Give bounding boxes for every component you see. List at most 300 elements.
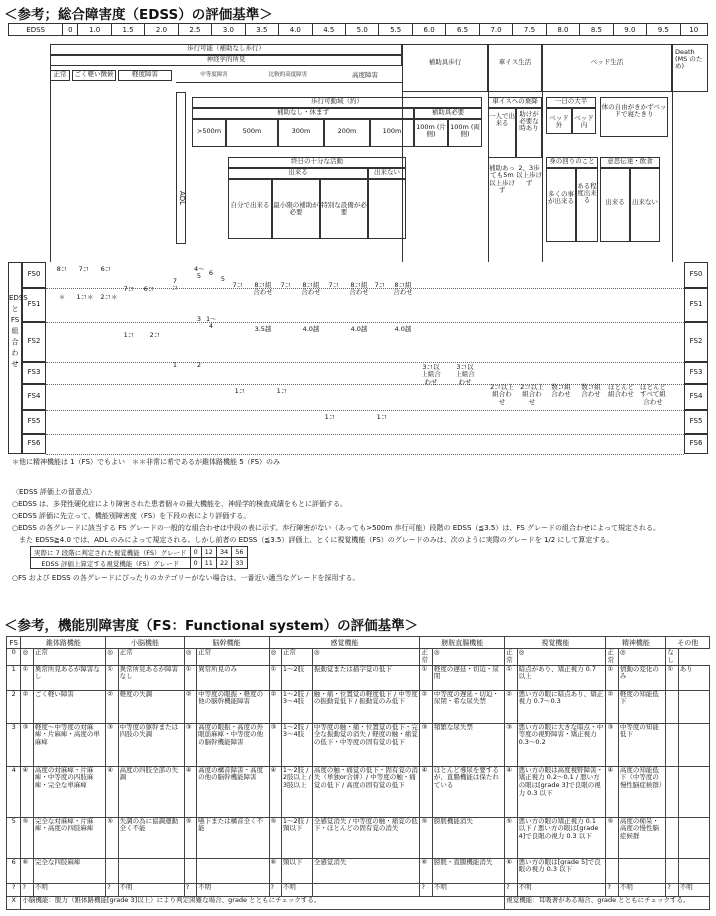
fs-cell: ② <box>21 690 33 723</box>
fs-cell: ? <box>21 883 33 896</box>
fs-cell: 悪い方の眼に大きな暗点・中等度の視野障害・矯正視力 0.3〜0.2 <box>517 723 606 766</box>
fs-table-row <box>7 817 710 858</box>
fs1-c1s: 1コ＊ <box>76 293 94 301</box>
fs-row-label-right: FS3 <box>684 362 708 384</box>
some-can: ある程度出来る <box>576 168 598 242</box>
fs-row-label-left: FS2 <box>22 322 46 362</box>
fs0-c6: 6コ <box>100 265 112 273</box>
fs-header: FS <box>7 637 21 649</box>
fs-cell: 高度の眼振・高度の外眼筋麻痺・中等度の他の脳幹機能障害 <box>197 723 269 766</box>
fs-cell: 嚥下または構音全く不能 <box>197 817 269 858</box>
fs-cell <box>666 766 678 817</box>
cannot-go-out: 出来ない <box>368 168 406 179</box>
s40-a: 4.0越 <box>302 325 320 333</box>
fs-cell: 悪い方の眼は[grade 5]で良眼の視力 0.3 以下 <box>517 858 606 883</box>
v2: 2 <box>196 361 202 369</box>
fs-cell: 悪い方の眼の矯正視力 0.1 以下 / 悪い方の眼は[grade 4]で良眼の視力 0.3 以下 <box>517 817 606 858</box>
fs-table-row <box>7 649 710 666</box>
fs-cell <box>666 723 678 766</box>
edss-cell: 1.0 <box>78 24 111 36</box>
fs-cell: ? <box>269 883 281 896</box>
wheelchair-header: 車イス生活 <box>488 44 542 92</box>
dist-500: 500m <box>226 119 278 147</box>
fs-cell: ④ <box>606 766 618 817</box>
communication-header: 意思伝達・飲食 <box>600 157 660 168</box>
ge3-a: 3コ以上組合わせ <box>421 363 441 386</box>
minimal-label: ごく軽い徴候 <box>72 70 116 81</box>
fs-cell: ? <box>666 883 678 896</box>
fs-table-row <box>7 723 710 766</box>
notes-title: 〈EDSS 評価上の留意点〉 <box>12 488 96 496</box>
fs-cell: 不明 <box>618 883 666 896</box>
fs-cell: ⑤ <box>505 817 517 858</box>
edss-fs-side-label: EDSSとFS組合わせ <box>8 262 22 454</box>
fs-cell: 1〜2肢 <box>281 665 312 690</box>
dist-300: 300m <box>278 119 324 147</box>
fs-cell: ⑤ <box>21 817 33 858</box>
fs2-c2: 2コ <box>149 331 161 339</box>
walk-range-header: 歩行可動域（約） <box>192 97 482 108</box>
fs-cell: 正常 <box>197 649 269 666</box>
fs-cell: 正常 <box>606 649 618 666</box>
one-day-header: 一日の大半 <box>546 97 596 108</box>
fs-cell: ◎ <box>517 649 606 666</box>
fs-cell <box>312 883 420 896</box>
fs-cell: 中等度の知能低下 <box>618 723 666 766</box>
fs-cell: ① <box>606 665 618 690</box>
edss-cell: 6.5 <box>446 24 479 36</box>
fs-cell: ⑤ <box>420 817 432 858</box>
v14: 1〜4 <box>206 315 217 331</box>
fs-cell: ◎ <box>184 649 196 666</box>
many-can: 多くの事が出来る <box>546 168 576 242</box>
fs-cell: 異常所見あるが障害なし <box>33 665 105 690</box>
combo-d: 8コ組合わせ <box>393 281 413 297</box>
fs-cell: ③ <box>184 723 196 766</box>
footnote: ＊他に精神機能は 1（FS）でもよい ＊＊非常に希であるが錐体路機能 5（FS）のみ <box>12 458 281 466</box>
fs-cell: ⑥ <box>21 858 33 883</box>
fs-cell: ③ <box>505 723 517 766</box>
fs-cell: 6 <box>7 858 21 883</box>
fs-cell: 3 <box>7 723 21 766</box>
fs-cell: ② <box>606 690 618 723</box>
fs-row-label-right: FS5 <box>684 410 708 434</box>
fs-cell: 不明 <box>197 883 269 896</box>
edss-cell: EDSS <box>9 24 63 36</box>
needs-help: 助けが必要な時あり <box>516 108 542 158</box>
edss-cell: 8.0 <box>546 24 579 36</box>
fs-row-label-right: FS0 <box>684 262 708 288</box>
fs-cell: ◎ <box>312 649 420 666</box>
fs-cell: ⑤ <box>184 817 196 858</box>
fs-cell <box>678 766 709 817</box>
fs-header: 視覚機能 <box>505 637 606 649</box>
fs-table-row <box>7 883 710 896</box>
fs-table-row <box>7 665 710 690</box>
edss-cell: 9.5 <box>647 24 680 36</box>
fs-cell <box>678 817 709 858</box>
fs-cell: ④ <box>420 766 432 817</box>
fs-header: 精神機能 <box>606 637 666 649</box>
fs-cell: ◎ <box>432 649 504 666</box>
cannot-box <box>368 179 406 239</box>
note-item: ○EDSS は、多発性硬化症により障害された患者個々の最大機能を、神経学的検査成績をもとに評価する。 <box>12 500 348 508</box>
self-care-header: 身の回りのこと <box>546 157 598 168</box>
needs-aid-header: 補助具必要 <box>414 108 482 119</box>
fs-cell: 正常 <box>505 649 517 666</box>
fs-cell: 高度の構音障害・高度の他の脳幹機能障害 <box>197 766 269 817</box>
fs-cell: 全感覚消失 / 中等度の触・痛覚の低下・ほとんどの固有覚の消失 <box>312 817 420 858</box>
note-item: ○EDSS の各グレードに該当する FS グレードの一般的な組合わせは中段の表に示す。歩行障害がない（あっても>500m 歩行可能）段階の EDSS（≦3.5）は、FS グレードの組合わせによって規定される。 <box>12 524 660 532</box>
dist-100-both: 100m (両側) <box>448 119 482 147</box>
edss-cell: 2.0 <box>145 24 178 36</box>
fs-cell: 悪い方の眼に暗点あり、矯正視力 0.7〜0.3 <box>517 690 606 723</box>
edss-cell: 5.5 <box>379 24 412 36</box>
fs-cell: 軽度〜中等度の対麻痺・片麻痺・高度の単麻痺 <box>33 723 105 766</box>
edss-cell: 10 <box>680 24 707 36</box>
fs-cell: 高度の対麻痺・片麻痺・中等度の四肢麻痺・完全な単麻痺 <box>33 766 105 817</box>
fs-cell: ⑤ <box>269 817 281 858</box>
fs-cell: ② <box>505 690 517 723</box>
s40-b: 4.0越 <box>350 325 368 333</box>
notes-list <box>12 498 712 546</box>
fs-cell: 正常 <box>33 649 105 666</box>
ref-row2-label: EDSS 評価上算定する視覚機能（FS）グレード <box>31 558 191 569</box>
fs-cell: 1 <box>7 665 21 690</box>
fs-cell: 1〜2肢 / 頸以下 <box>281 817 312 858</box>
fs0-c7b: 7コ <box>123 285 135 293</box>
dist-200: 200m <box>324 119 370 147</box>
fs-footer-row <box>7 896 710 909</box>
fs-cell: ⑥ <box>269 858 281 883</box>
c7-b: 7コ <box>280 281 292 289</box>
wc-5m: 補助あっても5m以上歩けず <box>489 164 515 195</box>
fs-cell: 1〜2肢 / 3〜4肢 <box>281 690 312 723</box>
edss-title: ＜参考；総合障害度（EDSS）の評価基準＞ <box>4 7 273 23</box>
fs-cell: 中等度の触・痛・位置覚の低下・完全な振動覚の消失 / 軽度の触・痛覚の低下・中等度の固有覚の低下 <box>312 723 420 766</box>
ref-row1-label: 実際に 7 段階に判定された視覚機能（FS）グレード <box>31 547 191 558</box>
special-help: 特別な設備が必要 <box>320 179 368 239</box>
fs-cell: ? <box>420 883 432 896</box>
fs-cell: ⑤ <box>606 817 618 858</box>
bed-header: ベッド生活 <box>542 44 672 92</box>
neuro-findings-header: 神経学的所見 <box>50 55 402 66</box>
note-item: ○EDSS 評価に先立って、機能別障害度（FS）を下段の表により評価する。 <box>12 512 251 520</box>
edss-scale-row <box>8 23 708 36</box>
fs-cell: 軽度の知能低下 <box>618 690 666 723</box>
fs-cell: 失調の為に協調運動全く不能 <box>118 817 184 858</box>
ge2-a: 2コ以上組合わせ <box>490 383 514 406</box>
fs-footer-x: X <box>7 896 21 909</box>
v3: 3 <box>196 315 202 323</box>
fs-cell: ③ <box>106 723 118 766</box>
normal-label: 正常 <box>50 70 70 81</box>
fs-cell: ④ <box>21 766 33 817</box>
fs0-c7: 7コ <box>78 265 90 273</box>
severe-label: 高度障害 <box>352 71 378 79</box>
fs-row-label-left: FS6 <box>22 434 46 454</box>
several-b: 数コ組合わせ <box>581 383 601 399</box>
fs5-c1b: 1コ <box>376 413 388 421</box>
fs-cell: ③ <box>21 723 33 766</box>
fs-cell <box>678 723 709 766</box>
edss-cell: 5.0 <box>345 24 378 36</box>
fs4-c1: 1コ <box>234 387 246 395</box>
wc-transfer-header: 車イスへの乗降 <box>488 97 542 108</box>
fs-footer-right: 視覚機能：耳吸著がある場合、grade とともにチェックする。 <box>505 896 710 909</box>
fs-cell: 5 <box>7 817 21 858</box>
fs-cell: あり <box>678 665 709 690</box>
v1: 1 <box>172 361 178 369</box>
fs-cell: 中等度の遅延・切迫・尿閉・希な尿失禁 <box>432 690 504 723</box>
fs-cell <box>666 817 678 858</box>
fs-row-label-right: FS2 <box>684 322 708 362</box>
fs-cell: 1〜2肢 / 3〜4肢 <box>281 723 312 766</box>
fs-cell: 悪い方の眼は高度視野障害・矯正視力 0.2〜0.1 / 悪い方の眼は[grade 3]で良眼の視力 0.3 以下 <box>517 766 606 817</box>
fs-cell: 頻繁な尿失禁 <box>432 723 504 766</box>
fs-cell <box>118 858 184 883</box>
s40-c: 4.0越 <box>394 325 412 333</box>
fs2-c1: 1コ <box>123 331 135 339</box>
edss-cell: 7.5 <box>513 24 546 36</box>
fs-cell: 触・痛・位置覚の軽度低下 / 中等度の振動覚低下 / 振動覚のみ低下 <box>312 690 420 723</box>
comm-can: 出来る <box>600 168 630 242</box>
fs-cell <box>606 858 618 883</box>
fs-cell: 軽度の失調 <box>118 690 184 723</box>
fs-row-label-left: FS0 <box>22 262 46 288</box>
fs-cell: ◎ <box>106 649 118 666</box>
fs-cell: 不明 <box>118 883 184 896</box>
fs-cell: ? <box>505 883 517 896</box>
self-can: 自分で出来る <box>228 179 272 239</box>
fs-cell: 中等度の躯幹または四肢の失調 <box>118 723 184 766</box>
fs-table-row <box>7 766 710 817</box>
edss-cell: 6.0 <box>412 24 445 36</box>
fs-cell: ② <box>269 690 281 723</box>
moderate-label: 中等度障害 <box>200 72 228 78</box>
fs-cell: ② <box>420 690 432 723</box>
v6: 6 <box>208 269 214 277</box>
fs-cell: 頸以下 <box>281 858 312 883</box>
assisted-header: 補助具歩行 <box>402 44 488 92</box>
edss-cell: 1.5 <box>111 24 144 36</box>
fs-cell: ① <box>106 665 118 690</box>
fs-cell: 不明 <box>678 883 709 896</box>
fs-cell: ① <box>269 665 281 690</box>
fs-cell: ① <box>21 665 33 690</box>
relatively-severe-label: 比較的高度障害 <box>268 72 308 78</box>
fs-cell: 振動覚または描字覚の低下 <box>312 665 420 690</box>
notes-last: ○FS および EDSS の各グレードにぴったりのカテゴリーがない場合は、一番近い適当なグレードを採用する。 <box>12 574 360 582</box>
combo-c: 8コ組合わせ <box>349 281 369 297</box>
mostly: ほとんど組合わせ <box>608 383 634 399</box>
fs-header: 膀胱直腸機能 <box>420 637 505 649</box>
out-of-bed: ベッド外 <box>546 108 572 134</box>
fs-cell: なし <box>666 649 678 666</box>
fs-cell: 高度の触・痛覚の低下・固有覚の消失（単独or合併）/ 中等度の触・痛覚の低下 / 高度の固有覚の低下 <box>312 766 420 817</box>
fs-cell: 異常所見のみ <box>197 665 269 690</box>
dist-100: 100m <box>370 119 414 147</box>
ge2-b: 2コ以上組合わせ <box>520 383 544 406</box>
fs-header: 脳幹機能 <box>184 637 269 649</box>
fs-cell <box>666 690 678 723</box>
fs-cell: ① <box>420 665 432 690</box>
fs-cell <box>197 858 269 883</box>
fs-cell: ④ <box>505 766 517 817</box>
v45: 4〜5 <box>194 265 205 281</box>
fs-cell: 完全な対麻痺・片麻痺・高度の四肢麻痺 <box>33 817 105 858</box>
fs-cell: ◎ <box>269 649 281 666</box>
fs-row-label-right: FS1 <box>684 288 708 322</box>
fs-cell: 完全な四肢麻痺 <box>33 858 105 883</box>
fs-cell: 膀胱・直腸機能消失 <box>432 858 504 883</box>
fs-row-label-right: FS4 <box>684 384 708 410</box>
fs-cell: 0 <box>7 649 21 666</box>
fs1-star: ＊ <box>58 293 66 301</box>
fs-cell: ◎ <box>21 649 33 666</box>
fs-table <box>6 636 710 910</box>
walkable-header: 歩行可能（補助なし歩行） <box>50 44 402 55</box>
fs-cell <box>666 858 678 883</box>
fs-cell: ⑤ <box>106 817 118 858</box>
fs0-c8: 8コ <box>56 265 68 273</box>
mostly-all: ほとんどすべて組合わせ <box>640 383 666 406</box>
adl-label: ADL <box>176 92 186 244</box>
fs-cell: ④ <box>269 766 281 817</box>
bedridden: 体の自由がきかずベッドで寝たきり <box>600 97 668 137</box>
v7: 7コ <box>171 277 179 293</box>
death-header: Death (MS のため) <box>672 44 708 92</box>
fs-cell: 1〜2肢 / 2肢以上 / 3肢以上 <box>281 766 312 817</box>
fs-cell: ③ <box>269 723 281 766</box>
fs-cell: 正常 <box>281 649 312 666</box>
fs-cell: ごく軽い障害 <box>33 690 105 723</box>
fs-header: その他 <box>666 637 710 649</box>
fs-cell <box>106 858 118 883</box>
edss-cell: 9.0 <box>613 24 646 36</box>
fs-row-label-left: FS4 <box>22 384 46 410</box>
v5: 5 <box>220 275 226 283</box>
fs-cell: ② <box>184 690 196 723</box>
comm-cannot: 出来ない <box>630 168 660 242</box>
edss-cell: 4.0 <box>279 24 312 36</box>
fs-cell: ⑥ <box>505 858 517 883</box>
fs-cell: 4 <box>7 766 21 817</box>
no-aid-header: 補助なし・休まず <box>192 108 414 119</box>
fs-cell: 高度の四肢全部の失調 <box>118 766 184 817</box>
fs-row-label-left: FS1 <box>22 288 46 322</box>
fs-cell: ③ <box>420 723 432 766</box>
in-bed: ベッド内 <box>572 108 596 134</box>
wc-23: 2、3歩以上歩けず <box>516 164 542 187</box>
c7-c: 7コ <box>328 281 340 289</box>
fs0-c6b: 6コ <box>143 285 155 293</box>
fs-cell <box>618 858 666 883</box>
fs-cell: 不明 <box>517 883 606 896</box>
fs-header: 小脳機能 <box>106 637 185 649</box>
fs-cell: 不明 <box>432 883 504 896</box>
edss-cell: 7.0 <box>479 24 512 36</box>
c7-a: 7コ <box>232 281 244 289</box>
edss-cell: 4.5 <box>312 24 345 36</box>
fs-cell: 軽度の遅延・切迫・尿閉 <box>432 665 504 690</box>
fs-cell: 中等度の眼振・軽度の他の脳幹機能障害 <box>197 690 269 723</box>
edss-cell: 8.5 <box>580 24 613 36</box>
dist-500plus: >500m <box>192 119 226 147</box>
can-go-out: 出来る <box>228 168 368 179</box>
fs4-c1b: 1コ <box>276 387 288 395</box>
fs-cell <box>678 690 709 723</box>
fs-row-label-right: FS6 <box>684 434 708 454</box>
fs-header: 錐体路機能 <box>21 637 106 649</box>
fs-cell: 正常 <box>118 649 184 666</box>
fs-cell: ① <box>666 665 678 690</box>
fs-cell: ? <box>184 883 196 896</box>
edss-cell: 2.5 <box>178 24 211 36</box>
dist-100-one: 100m (片側) <box>414 119 448 147</box>
fs-cell: ① <box>184 665 196 690</box>
combo-a: 8コ組合わせ <box>253 281 273 297</box>
edss-cell: 0 <box>63 24 78 36</box>
fs-cell: 2 <box>7 690 21 723</box>
fs-cell: ④ <box>106 766 118 817</box>
fs-header: 感覚機能 <box>269 637 420 649</box>
fs-cell: 暗点があり、矯正視力 0.7 以上 <box>517 665 606 690</box>
fs-cell: ? <box>606 883 618 896</box>
fs-cell: ⑥ <box>420 858 432 883</box>
edss-cell: 3.5 <box>245 24 278 36</box>
fs5-c1: 1コ <box>324 413 336 421</box>
fs-cell: 高度の痴呆・高度の慢性脳症候群 <box>618 817 666 858</box>
note-item: また EDSS≧4.0 では、ADL のみによって規定される。しかし前者の EDSS（≦3.5）評価上、とくに視覚機能（FS）のグレードのみは、次のように実際のグレードを 1/2 にして算定する。 <box>12 536 614 544</box>
fs-cell: 正常 <box>420 649 432 666</box>
fs-cell: ② <box>106 690 118 723</box>
fs-footer-left: 小脳機能：脱力（錐体路機能[grade 3]以上）により判定困難な場合、grade とともにチェックする。 <box>21 896 505 909</box>
fs-cell <box>678 858 709 883</box>
combo-b: 8コ組合わせ <box>301 281 321 297</box>
fs-cell: 高度の知能低下（中等度の慢性脳症候群） <box>618 766 666 817</box>
fs-cell: ① <box>505 665 517 690</box>
fs-cell: ? <box>7 883 21 896</box>
c7-d: 7コ <box>374 281 386 289</box>
fs-title: ＜参考，機能別障害度（FS：Functional system）の評価基準＞ <box>4 618 419 634</box>
alone-ok: 一人で出来る <box>488 108 516 158</box>
ge3-b: 3コ以上組合わせ <box>455 363 475 386</box>
fs-cell: ◎ <box>618 649 666 666</box>
mild-label: 軽度障害 <box>118 70 172 81</box>
fs-row-label-left: FS5 <box>22 410 46 434</box>
full-activity-header: 終日の十分な活動 <box>228 157 406 168</box>
fs-cell: ④ <box>184 766 196 817</box>
fs-cell: ③ <box>606 723 618 766</box>
fs-cell: ほとんど導尿を要するが、直腸機能は保たれている <box>432 766 504 817</box>
fs-row-label-left: FS3 <box>22 362 46 384</box>
edss-cell: 3.0 <box>212 24 245 36</box>
fs-cell: 異常所見あるが障害なし <box>118 665 184 690</box>
fs-cell: 情動の変化のみ <box>618 665 666 690</box>
fs-cell: 不明 <box>33 883 105 896</box>
fs1-c2s: 2コ＊ <box>100 293 118 301</box>
fs-cell: 膀胱機能消失 <box>432 817 504 858</box>
fs-cell: 全感覚消失 <box>312 858 420 883</box>
vision-ref-table: 実際に 7 段階に判定された視覚機能（FS）グレード 0 12 34 56 EDSS 評価上算定する視覚機能（FS）グレード 0 11 22 33 <box>30 546 248 569</box>
s35: 3.5越 <box>254 325 272 333</box>
fs-cell: 不明 <box>281 883 312 896</box>
fs-cell: ? <box>106 883 118 896</box>
min-help: 最小限の補助が必要 <box>272 179 320 239</box>
several-a: 数コ組合わせ <box>551 383 571 399</box>
fs-table-row <box>7 858 710 883</box>
